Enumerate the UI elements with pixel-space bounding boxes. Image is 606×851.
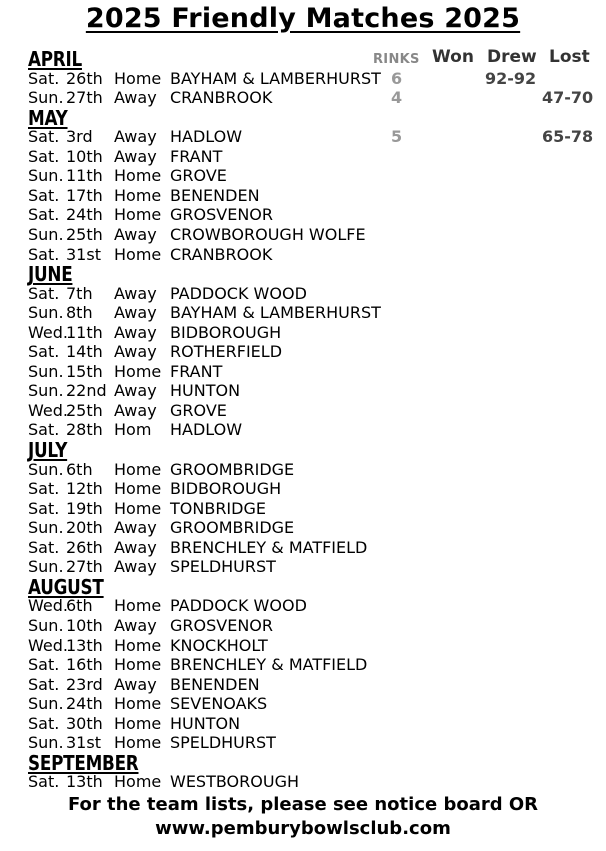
match-opponent: PADDOCK WOOD xyxy=(170,596,307,616)
match-day: Wed. xyxy=(28,596,68,616)
match-date: 19th xyxy=(66,498,103,518)
match-day: Sun. xyxy=(28,459,64,479)
match-opponent: GROOMBRIDGE xyxy=(170,459,295,479)
match-venue: Home xyxy=(114,772,162,792)
match-venue: Home xyxy=(114,185,162,205)
match-date: 11th xyxy=(66,166,103,186)
match-date: 24th xyxy=(66,205,103,225)
match-day: Sat. xyxy=(28,420,60,440)
match-row xyxy=(0,166,606,186)
match-opponent: ROTHERFIELD xyxy=(170,342,283,362)
match-venue: Away xyxy=(114,322,157,342)
match-opponent: BIDBOROUGH xyxy=(170,322,282,342)
match-score-lost: 65-78 xyxy=(542,127,594,147)
match-row xyxy=(0,479,606,499)
match-day: Sun. xyxy=(28,615,64,635)
match-date: 22nd xyxy=(66,381,107,401)
match-day: Sun. xyxy=(28,361,64,381)
match-day: Wed. xyxy=(28,635,68,655)
match-date: 13th xyxy=(66,772,103,792)
match-venue: Away xyxy=(114,283,157,303)
match-date: 16th xyxy=(66,655,103,675)
match-row xyxy=(0,616,606,636)
match-row xyxy=(0,636,606,656)
match-date: 6th xyxy=(66,459,93,479)
match-day: Sun. xyxy=(28,557,64,577)
match-date: 3rd xyxy=(66,127,93,147)
match-day: Sat. xyxy=(28,498,60,518)
match-row xyxy=(0,284,606,304)
match-day: Sun. xyxy=(28,733,64,753)
match-day: Sun. xyxy=(28,88,64,108)
match-venue: Home xyxy=(114,694,162,714)
match-row xyxy=(0,401,606,421)
match-day: Wed. xyxy=(28,322,68,342)
match-day: Sat. xyxy=(28,127,60,147)
match-opponent: PADDOCK WOOD xyxy=(170,283,307,303)
match-day: Sat. xyxy=(28,146,60,166)
match-opponent: GROVE xyxy=(170,166,227,186)
match-score-lost: 47-70 xyxy=(542,88,594,108)
match-venue: Home xyxy=(114,244,162,264)
match-venue: Hom xyxy=(114,420,152,440)
match-opponent: HADLOW xyxy=(170,420,243,440)
footer-website: www.pemburybowlsclub.com xyxy=(155,818,451,839)
match-row xyxy=(0,245,606,265)
match-row xyxy=(0,88,606,108)
match-opponent: FRANT xyxy=(170,146,223,166)
column-header-rinks: RINKS xyxy=(373,52,420,67)
month-heading-may: MAY xyxy=(28,105,68,130)
column-header-drew: Drew xyxy=(487,47,537,67)
match-opponent: BRENCHLEY & MATFIELD xyxy=(170,655,368,675)
match-opponent: BENENDEN xyxy=(170,674,260,694)
match-row xyxy=(0,420,606,440)
match-venue: Home xyxy=(114,713,162,733)
match-venue: Home xyxy=(114,166,162,186)
match-venue: Home xyxy=(114,635,162,655)
match-row xyxy=(0,127,606,147)
match-venue: Home xyxy=(114,459,162,479)
match-date: 30th xyxy=(66,713,103,733)
match-date: 31st xyxy=(66,244,101,264)
match-opponent: GROOMBRIDGE xyxy=(170,518,295,538)
match-opponent: CROWBOROUGH WOLFE xyxy=(170,224,366,244)
match-date: 6th xyxy=(66,596,93,616)
match-rinks: 6 xyxy=(391,68,403,88)
match-opponent: BENENDEN xyxy=(170,185,260,205)
match-venue: Away xyxy=(114,615,157,635)
match-venue: Away xyxy=(114,88,157,108)
match-opponent: GROSVENOR xyxy=(170,205,273,225)
match-venue: Away xyxy=(114,127,157,147)
match-date: 12th xyxy=(66,479,103,499)
match-day: Sat. xyxy=(28,772,60,792)
match-venue: Away xyxy=(114,381,157,401)
match-venue: Home xyxy=(114,205,162,225)
match-opponent: GROVE xyxy=(170,400,227,420)
match-venue: Away xyxy=(114,400,157,420)
match-opponent: BRENCHLEY & MATFIELD xyxy=(170,537,368,557)
match-date: 13th xyxy=(66,635,103,655)
match-opponent: KNOCKHOLT xyxy=(170,635,268,655)
match-date: 26th xyxy=(66,68,103,88)
match-opponent: TONBRIDGE xyxy=(170,498,266,518)
page-title: 2025 Friendly Matches 2025 xyxy=(85,3,521,34)
match-day: Sat. xyxy=(28,244,60,264)
month-heading-august: AUGUST xyxy=(28,574,104,599)
match-opponent: BAYHAM & LAMBERHURST xyxy=(170,303,381,323)
match-venue: Home xyxy=(114,655,162,675)
match-date: 15th xyxy=(66,361,103,381)
match-day: Sun. xyxy=(28,224,64,244)
match-day: Sat. xyxy=(28,185,60,205)
match-row xyxy=(0,342,606,362)
match-date: 28th xyxy=(66,420,103,440)
match-row xyxy=(0,186,606,206)
match-date: 25th xyxy=(66,224,103,244)
match-venue: Away xyxy=(114,342,157,362)
match-row xyxy=(0,225,606,245)
match-day: Sun. xyxy=(28,694,64,714)
footer-notice: For the team lists, please see notice board OR xyxy=(67,794,539,815)
match-opponent: WESTBOROUGH xyxy=(170,772,299,792)
match-row xyxy=(0,772,606,792)
match-row xyxy=(0,205,606,225)
match-opponent: HUNTON xyxy=(170,713,241,733)
match-day: Sat. xyxy=(28,479,60,499)
match-opponent: FRANT xyxy=(170,361,223,381)
match-venue: Away xyxy=(114,146,157,166)
match-row xyxy=(0,147,606,167)
match-opponent: CRANBROOK xyxy=(170,88,273,108)
match-day: Sat. xyxy=(28,68,60,88)
match-row xyxy=(0,694,606,714)
match-date: 26th xyxy=(66,537,103,557)
match-row xyxy=(0,714,606,734)
match-venue: Home xyxy=(114,68,162,88)
match-opponent: BAYHAM & LAMBERHURST xyxy=(170,68,381,88)
match-day: Sun. xyxy=(28,518,64,538)
match-day: Sat. xyxy=(28,713,60,733)
match-opponent: HUNTON xyxy=(170,381,241,401)
match-row xyxy=(0,675,606,695)
match-venue: Away xyxy=(114,518,157,538)
match-day: Wed. xyxy=(28,400,68,420)
match-row xyxy=(0,655,606,675)
match-date: 8th xyxy=(66,303,93,323)
match-date: 10th xyxy=(66,146,103,166)
match-venue: Away xyxy=(114,557,157,577)
match-venue: Home xyxy=(114,596,162,616)
match-day: Sat. xyxy=(28,674,60,694)
match-row xyxy=(0,303,606,323)
match-date: 20th xyxy=(66,518,103,538)
match-row xyxy=(0,69,606,89)
month-heading-april: APRIL xyxy=(28,47,82,71)
match-venue: Home xyxy=(114,498,162,518)
column-header-lost: Lost xyxy=(549,47,590,67)
match-venue: Home xyxy=(114,479,162,499)
match-date: 23rd xyxy=(66,674,103,694)
match-day: Sun. xyxy=(28,303,64,323)
match-rinks: 5 xyxy=(391,127,403,147)
match-venue: Home xyxy=(114,733,162,753)
match-venue: Away xyxy=(114,674,157,694)
match-opponent: GROSVENOR xyxy=(170,615,273,635)
match-row xyxy=(0,460,606,480)
match-date: 7th xyxy=(66,283,93,303)
match-day: Sat. xyxy=(28,283,60,303)
match-date: 24th xyxy=(66,694,103,714)
match-date: 14th xyxy=(66,342,103,362)
match-date: 27th xyxy=(66,88,103,108)
match-date: 27th xyxy=(66,557,103,577)
match-row xyxy=(0,596,606,616)
match-day: Sun. xyxy=(28,381,64,401)
match-day: Sat. xyxy=(28,342,60,362)
column-header-won: Won xyxy=(432,47,474,67)
match-venue: Away xyxy=(114,224,157,244)
match-date: 17th xyxy=(66,185,103,205)
match-day: Sun. xyxy=(28,166,64,186)
match-rinks: 4 xyxy=(391,88,403,108)
match-row xyxy=(0,538,606,558)
match-row xyxy=(0,323,606,343)
month-heading-june: JUNE xyxy=(28,262,73,287)
match-row xyxy=(0,381,606,401)
match-opponent: SPELDHURST xyxy=(170,557,276,577)
match-day: Sat. xyxy=(28,537,60,557)
match-day: Sat. xyxy=(28,655,60,675)
match-opponent: HADLOW xyxy=(170,127,243,147)
match-venue: Away xyxy=(114,537,157,557)
match-venue: Away xyxy=(114,303,157,323)
month-heading-september: SEPTEMBER xyxy=(28,750,139,775)
match-opponent: CRANBROOK xyxy=(170,244,273,264)
match-row xyxy=(0,499,606,519)
match-date: 10th xyxy=(66,615,103,635)
match-date: 25th xyxy=(66,400,103,420)
match-date: 11th xyxy=(66,322,103,342)
month-heading-july: JULY xyxy=(28,438,68,462)
match-score-drew: 92-92 xyxy=(485,68,537,88)
match-opponent: SEVENOAKS xyxy=(170,694,268,714)
match-date: 31st xyxy=(66,733,101,753)
match-venue: Home xyxy=(114,361,162,381)
match-day: Sat. xyxy=(28,205,60,225)
match-row xyxy=(0,362,606,382)
match-row xyxy=(0,518,606,538)
match-opponent: BIDBOROUGH xyxy=(170,479,282,499)
match-opponent: SPELDHURST xyxy=(170,733,276,753)
